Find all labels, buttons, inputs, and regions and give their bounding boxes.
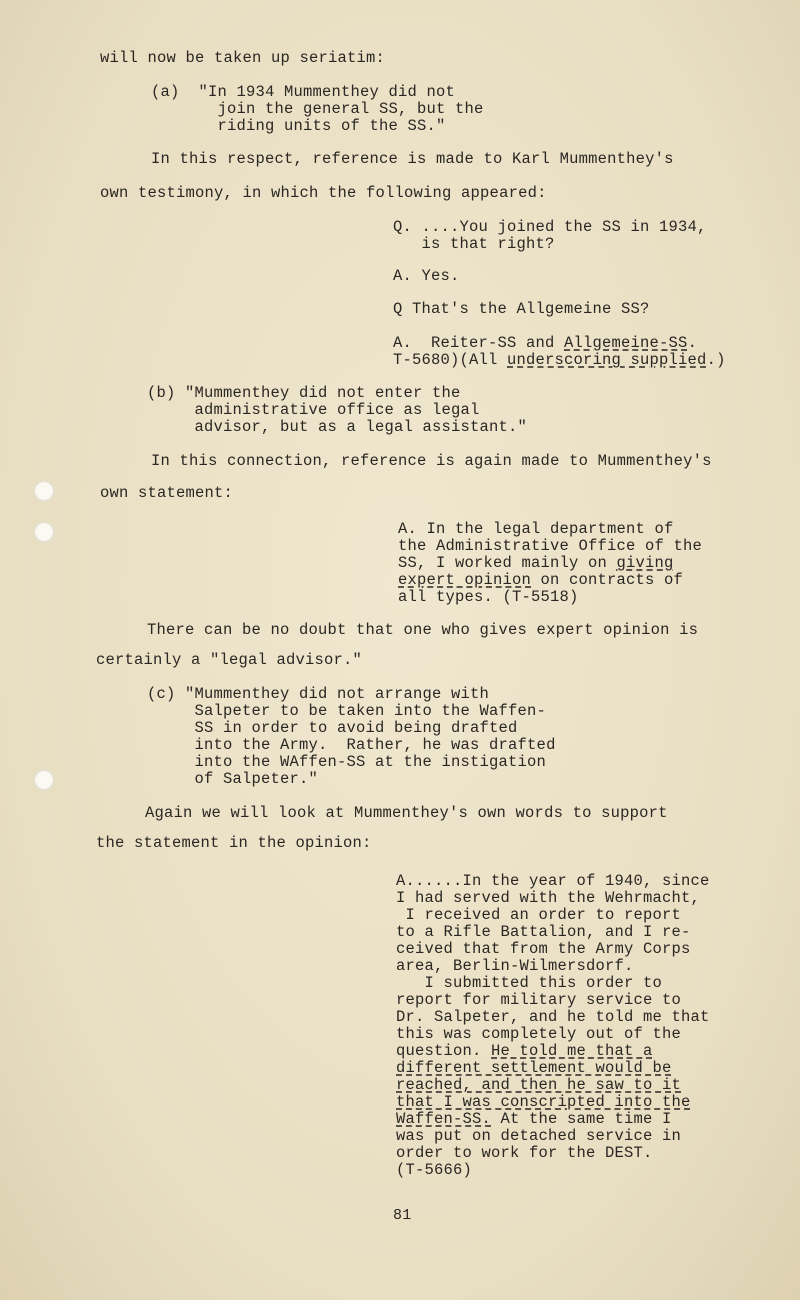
testimony-line: A. In the legal department of [398, 520, 674, 538]
testimony-line: T-5680)(All underscoring supplied.) [393, 351, 726, 369]
paragraph-line: In this connection, reference is again made to Mummenthey's [151, 452, 712, 470]
punch-hole [34, 481, 54, 501]
point-c-line: into the WAffen-SS at the instigation [147, 753, 547, 771]
testimony-line: I had served with the Wehrmacht, [396, 889, 701, 907]
punch-hole [34, 770, 54, 790]
point-c-line: SS in order to avoid being drafted [147, 719, 518, 737]
testimony-line: Q That's the Allgemeine SS? [393, 300, 650, 318]
underlined-text: different settlement would be [396, 1059, 672, 1077]
underlined-text: Allgemeine-SS [564, 334, 688, 352]
testimony-line: this was completely out of the [396, 1025, 682, 1043]
paragraph-line: There can be no doubt that one who gives expert opinion is [147, 621, 699, 639]
testimony-line: report for military service to [396, 991, 682, 1009]
testimony-line: is that right? [393, 235, 555, 253]
point-a-line: riding units of the SS." [151, 117, 446, 135]
point-c-line: of Salpeter." [147, 770, 319, 788]
point-b-line: advisor, but as a legal assistant." [147, 418, 528, 436]
paragraph-line: the statement in the opinion: [96, 834, 372, 852]
paragraph-line: Again we will look at Mummenthey's own words to support [145, 804, 668, 822]
testimony-line: to a Rifle Battalion, and I re- [396, 923, 691, 941]
testimony-line: SS, I worked mainly on giving [398, 554, 674, 572]
testimony-line: Waffen-SS. At the same time I [396, 1110, 672, 1128]
page-number: 81 [393, 1207, 412, 1224]
testimony-line: the Administrative Office of the [398, 537, 703, 555]
point-c-line: into the Army. Rather, he was drafted [147, 736, 556, 754]
testimony-line: area, Berlin-Wilmersdorf. [396, 957, 634, 975]
testimony-line: Dr. Salpeter, and he told me that [396, 1008, 710, 1026]
punch-hole [34, 522, 54, 542]
testimony-line: I submitted this order to [396, 974, 663, 992]
underlined-text: reached, and then he saw to it [396, 1076, 682, 1094]
testimony-line [396, 1060, 672, 1077]
testimony-line: (T-5666) [396, 1161, 473, 1179]
testimony-line: ceived that from the Army Corps [396, 940, 691, 958]
point-c-line: Salpeter to be taken into the Waffen- [147, 702, 547, 720]
underlined-text: Waffen-SS. [396, 1110, 492, 1128]
testimony-line [396, 1077, 681, 1094]
paragraph-line: own testimony, in which the following appeared: [100, 184, 547, 202]
underlined-text: that I was conscripted into the [396, 1093, 691, 1111]
point-c-line: (c) "Mummenthey did not arrange with [147, 685, 490, 703]
underlined-text: He told me that a [491, 1042, 653, 1060]
testimony-line: A. Reiter-SS and Allgemeine-SS. [393, 334, 698, 352]
testimony-line: question. He told me that a [396, 1042, 653, 1060]
intro-line: will now be taken up seriatim: [100, 49, 386, 67]
testimony-line: Q. ....You joined the SS in 1934, [393, 218, 707, 236]
testimony-line: was put on detached service in [396, 1127, 682, 1145]
underlined-text: underscoring supplied [507, 351, 707, 369]
point-a-line: (a) "In 1934 Mummenthey did not [151, 83, 456, 101]
paragraph-line: In this respect, reference is made to Karl Mummenthey's [151, 150, 674, 168]
testimony-line: A. Yes. [393, 267, 460, 285]
testimony-line: expert opinion on contracts of [398, 571, 684, 589]
testimony-line: order to work for the DEST. [396, 1144, 653, 1162]
point-b-line: (b) "Mummenthey did not enter the [147, 384, 461, 402]
underlined-text: giving [616, 554, 674, 572]
paragraph-line: own statement: [100, 484, 234, 502]
testimony-line [396, 1094, 691, 1111]
point-a-line: join the general SS, but the [151, 100, 484, 118]
underlined-text: expert opinion [398, 571, 532, 589]
paragraph-line: certainly a "legal advisor." [96, 651, 363, 669]
testimony-line: all types. (T-5518) [398, 588, 579, 606]
testimony-line: I received an order to report [396, 906, 682, 924]
testimony-line: A......In the year of 1940, since [396, 872, 710, 890]
point-b-line: administrative office as legal [147, 401, 480, 419]
